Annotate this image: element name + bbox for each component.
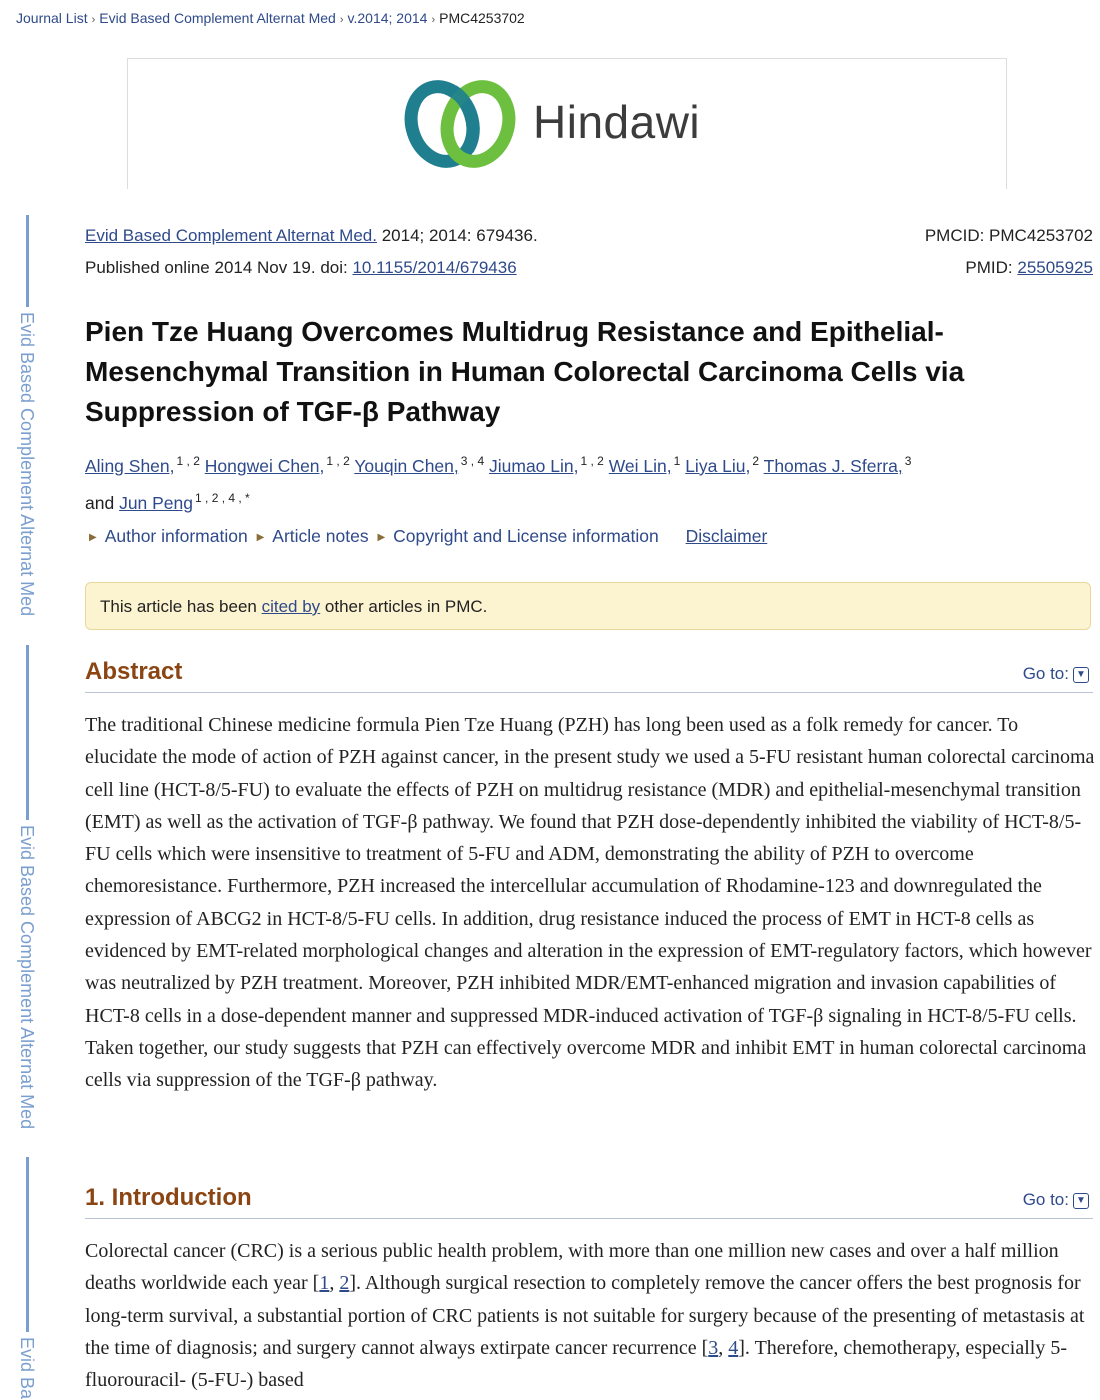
chevron-down-icon: ▼: [1073, 667, 1089, 683]
cited-by-link[interactable]: cited by: [261, 597, 321, 616]
goto-menu[interactable]: [1023, 1190, 1089, 1210]
published-date: Published online 2014 Nov 19. doi:: [85, 258, 353, 277]
author-affiliation: 1 , 2: [326, 454, 350, 468]
citation-left: [85, 220, 538, 284]
author-link[interactable]: Jiumao Lin,: [489, 455, 579, 476]
notice-text-end: other articles in PMC.: [320, 597, 488, 616]
journal-link[interactable]: Evid Based Complement Alternat Med.: [85, 226, 377, 245]
author-link[interactable]: Thomas J. Sferra,: [763, 455, 903, 476]
author-affiliation: 3: [904, 454, 912, 468]
article-title: Pien Tze Huang Overcomes Multidrug Resistance and Epithelial-Mesenchymal Transition in Human Colorectal Carcinoma Cells via Suppression of TGF-β Pathway: [85, 316, 965, 427]
goto-menu[interactable]: [1023, 664, 1089, 684]
breadcrumb-journal-list[interactable]: Journal List: [16, 10, 88, 26]
article-info-links: [85, 526, 767, 547]
abstract-heading: Abstract: [85, 658, 183, 685]
introduction-heading: 1. Introduction: [85, 1184, 252, 1211]
breadcrumb-volume[interactable]: v.2014; 2014: [347, 10, 428, 26]
reference-link[interactable]: 2: [339, 1272, 350, 1295]
breadcrumb-separator: ›: [431, 14, 436, 26]
author-list: [85, 445, 1090, 519]
copyright-toggle[interactable]: Copyright and License information: [393, 526, 659, 546]
breadcrumb-journal[interactable]: Evid Based Complement Alternat Med: [99, 10, 336, 26]
author-link[interactable]: Liya Liu,: [685, 455, 751, 476]
corresponding-author-link[interactable]: Jun Peng: [119, 492, 194, 513]
pmid-label: PMID:: [965, 258, 1018, 277]
side-strip-journal-label: Evid Based Complement Alternat Med: [17, 825, 37, 1130]
journal-side-strip: [14, 215, 44, 1400]
reference-link[interactable]: 1: [319, 1272, 330, 1295]
hindawi-logo-icon: [398, 79, 523, 169]
expand-triangle-icon: ▶: [377, 532, 386, 543]
breadcrumb-separator: ›: [339, 14, 344, 26]
author-link[interactable]: Youqin Chen,: [354, 455, 459, 476]
pmid-link[interactable]: 25505925: [1017, 258, 1093, 277]
author-affiliation: 1 , 2 , 4 , *: [195, 490, 250, 505]
author-affiliation: 3 , 4: [460, 454, 485, 468]
author-information-toggle[interactable]: Author information: [104, 526, 248, 546]
breadcrumb-separator: ›: [91, 14, 96, 26]
article-notes-toggle[interactable]: Article notes: [272, 526, 369, 546]
side-strip-line: [26, 215, 29, 307]
abstract-heading-row: [85, 658, 1093, 693]
intro-text-part: ]. Therefore, chemotherapy, especially 5-fluorouracil- (5-FU-) based: [85, 1336, 1067, 1392]
expand-triangle-icon: ▶: [89, 532, 97, 543]
abstract-text: The traditional Chinese medicine formula Pien Tze Huang (PZH) has long been used as a folk remedy for cancer. To elucidate the mode of action of PZH against cancer, in the present study we used a 5-FU resistant human colorectal carcinoma cell line (HCT-8/5-FU) to evaluate the effects of PZH on multidrug resistance (MDR) and epithelial-mesenchymal transition (EMT) as well as the activation of TGF-β pathway. We found that PZH dose-dependently inhibited the viability of HCT-8/5-FU cells which were insensitive to treatment of 5-FU and ADM, demonstrating the ability of PZH to overcome chemoresistance. Furthermore, PZH increased the intercellular accumulation of Rhodamine-123 and downregulated the expression of ABCG2 in HCT-8/5-FU cells. In addition, drug resistance induced the process of EMT in HCT-8 cells as evidenced by EMT-related morphological changes and alteration in the expression of EMT-regulatory factors, which however was neutralized by PZH treatment. Moreover, PZH inhibited MDR/EMT-enhanced migration and invasion capabilities of HCT-8 cells in a dose-dependent manner and suppressed MDR-induced activation of TGF-β signaling in HCT-8/5-FU cells. Taken together, our study suggests that PZH can effectively overcome MDR and inhibit EMT in human colorectal carcinoma cells via suppression of the TGF-β pathway.: [85, 714, 1095, 1092]
notice-text: This article has been: [100, 597, 262, 616]
breadcrumb-current: PMC4253702: [439, 10, 525, 26]
side-strip-journal-label: Evid Based Complement Alternat Med: [17, 312, 37, 617]
journal-issue: 2014; 2014: 679436.: [376, 226, 538, 245]
author-affiliation: 1: [673, 454, 681, 468]
publisher-name: Hindawi: [533, 96, 701, 148]
introduction-text: [85, 1235, 1095, 1396]
side-strip-line: [26, 1157, 29, 1332]
chevron-down-icon: ▼: [1073, 1193, 1089, 1209]
intro-text-part: Colorectal cancer (CRC) is a serious public health problem, with more than one million new cases and over a half million deaths worldwide each year [: [85, 1240, 1059, 1295]
author-link[interactable]: Hongwei Chen,: [204, 455, 325, 476]
intro-text-part: ,: [718, 1336, 729, 1359]
goto-label: Go to:: [1022, 1190, 1069, 1209]
expand-triangle-icon: ▶: [256, 532, 265, 543]
intro-text-part: ,: [329, 1272, 340, 1295]
citation-ids: [925, 220, 1093, 284]
introduction-heading-row: [85, 1184, 1093, 1219]
author-affiliation: 1 , 2: [580, 454, 604, 468]
side-strip-journal-label: Evid Ba: [17, 1337, 37, 1400]
cited-by-notice: [85, 582, 1091, 630]
pmcid: PMCID: PMC4253702: [924, 226, 1093, 245]
publisher-banner[interactable]: [127, 58, 1007, 189]
side-strip-line: [26, 645, 29, 820]
breadcrumb: [16, 10, 525, 26]
author-affiliation: 2: [752, 454, 760, 468]
author-link[interactable]: Wei Lin,: [608, 455, 672, 476]
author-affiliation: 1 , 2: [176, 454, 200, 468]
reference-link[interactable]: 3: [708, 1336, 719, 1359]
disclaimer-link[interactable]: Disclaimer: [685, 526, 768, 546]
intro-text-part: ]. Although surgical resection to completely remove the cancer offers the best prognosis for long-term survival, a substantial portion of CRC patients is not suitable for surgery because of the presenting of metastasis at the time of diagnosis; and surgery cannot always extirpate cancer recurrence [: [85, 1272, 1085, 1359]
reference-link[interactable]: 4: [728, 1336, 739, 1359]
author-link[interactable]: Aling Shen,: [85, 455, 175, 476]
doi-link[interactable]: 10.1155/2014/679436: [352, 258, 517, 277]
author-conjunction: and: [85, 492, 120, 513]
goto-label: Go to:: [1022, 664, 1069, 683]
